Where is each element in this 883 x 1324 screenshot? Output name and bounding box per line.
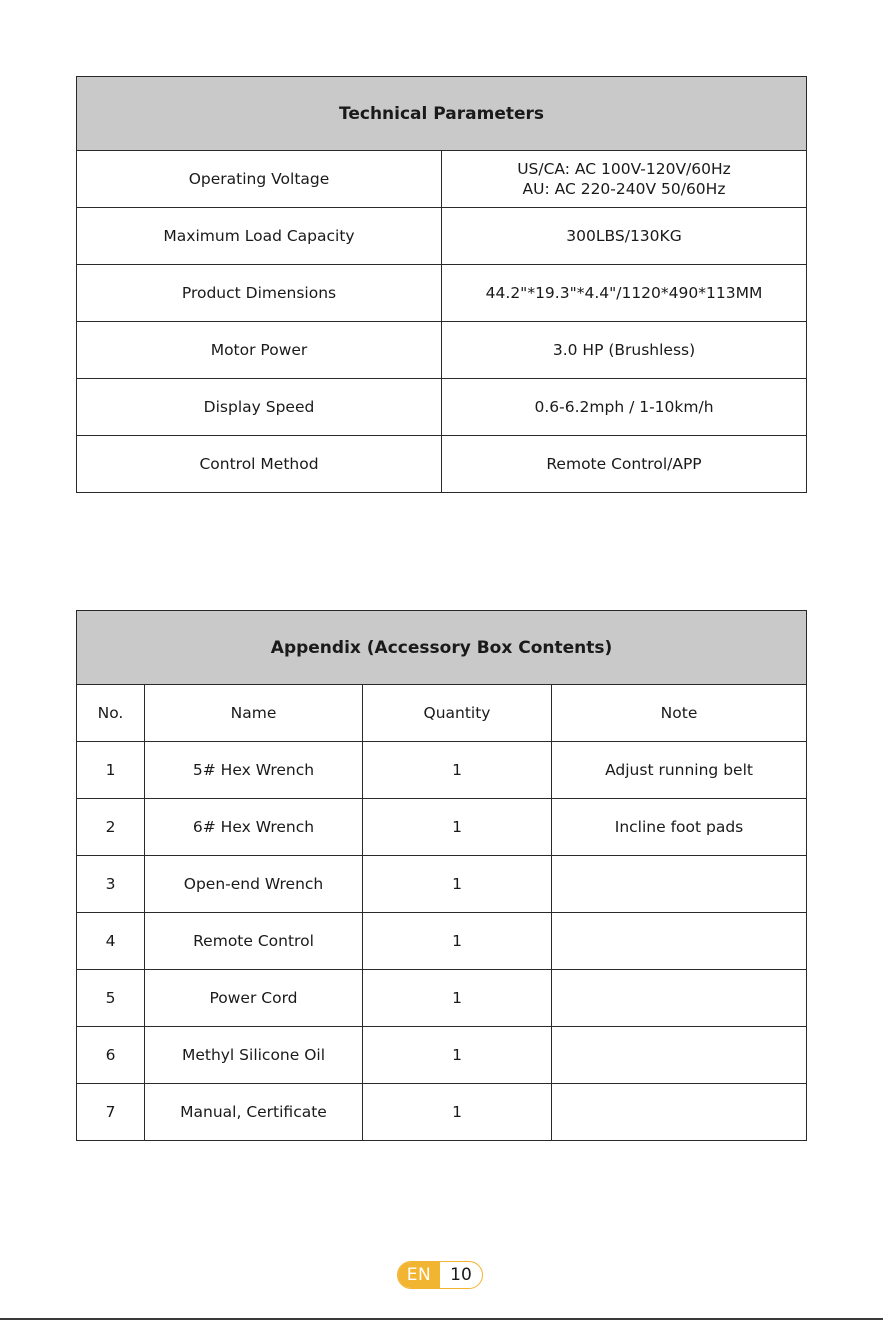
table-row [77, 1027, 807, 1084]
cell-name: Methyl Silicone Oil [145, 1027, 363, 1084]
cell-note [552, 1027, 807, 1084]
cell-note: Incline foot pads [552, 799, 807, 856]
cell-name: Remote Control [145, 913, 363, 970]
table-row [77, 379, 807, 436]
appendix-table [76, 610, 807, 1141]
table-row [77, 322, 807, 379]
cell-name: Power Cord [145, 970, 363, 1027]
page-number-badge [397, 1261, 483, 1289]
parameter-value: 0.6-6.2mph / 1-10km/h [442, 379, 807, 436]
cell-quantity: 1 [363, 913, 552, 970]
parameter-value: Remote Control/APP [442, 436, 807, 493]
cell-note [552, 1084, 807, 1141]
cell-quantity: 1 [363, 742, 552, 799]
table-row [77, 799, 807, 856]
cell-no: 5 [77, 970, 145, 1027]
technical-parameters-title: Technical Parameters [77, 77, 807, 151]
cell-no: 1 [77, 742, 145, 799]
cell-quantity: 1 [363, 970, 552, 1027]
table-row [77, 436, 807, 493]
parameter-label: Product Dimensions [77, 265, 442, 322]
parameter-value: 300LBS/130KG [442, 208, 807, 265]
language-label: EN [398, 1262, 440, 1288]
parameter-label: Motor Power [77, 322, 442, 379]
page-number: 10 [450, 1265, 472, 1285]
parameter-label: Operating Voltage [77, 151, 442, 208]
parameter-label: Maximum Load Capacity [77, 208, 442, 265]
table-row [77, 970, 807, 1027]
cell-note: Adjust running belt [552, 742, 807, 799]
column-header-name: Name [145, 685, 363, 742]
cell-no: 2 [77, 799, 145, 856]
cell-no: 4 [77, 913, 145, 970]
cell-name: 5# Hex Wrench [145, 742, 363, 799]
table-row [77, 1084, 807, 1141]
table-row [77, 742, 807, 799]
cell-note [552, 970, 807, 1027]
column-header-note: Note [552, 685, 807, 742]
cell-quantity: 1 [363, 856, 552, 913]
parameter-value-line: US/CA: AC 100V-120V/60Hz [517, 160, 731, 178]
table-header-row [77, 77, 807, 151]
column-header-row [77, 685, 807, 742]
parameter-value-line: AU: AC 220-240V 50/60Hz [522, 180, 726, 198]
table-row [77, 208, 807, 265]
cell-quantity: 1 [363, 1027, 552, 1084]
cell-name: 6# Hex Wrench [145, 799, 363, 856]
parameter-value: 3.0 HP (Brushless) [442, 322, 807, 379]
parameter-value: 44.2"*19.3"*4.4"/1120*490*113MM [442, 265, 807, 322]
column-header-quantity: Quantity [363, 685, 552, 742]
table-header-row [77, 611, 807, 685]
cell-no: 6 [77, 1027, 145, 1084]
cell-no: 7 [77, 1084, 145, 1141]
cell-note [552, 856, 807, 913]
technical-parameters-table [76, 76, 807, 493]
parameter-value [442, 151, 807, 208]
table-row [77, 856, 807, 913]
cell-name: Open-end Wrench [145, 856, 363, 913]
cell-no: 3 [77, 856, 145, 913]
parameter-label: Display Speed [77, 379, 442, 436]
cell-name: Manual, Certificate [145, 1084, 363, 1141]
parameter-label: Control Method [77, 436, 442, 493]
bottom-divider [0, 1318, 883, 1320]
cell-quantity: 1 [363, 799, 552, 856]
appendix-title: Appendix (Accessory Box Contents) [77, 611, 807, 685]
table-row [77, 151, 807, 208]
table-row [77, 913, 807, 970]
column-header-no: No. [77, 685, 145, 742]
cell-quantity: 1 [363, 1084, 552, 1141]
table-row [77, 265, 807, 322]
cell-note [552, 913, 807, 970]
